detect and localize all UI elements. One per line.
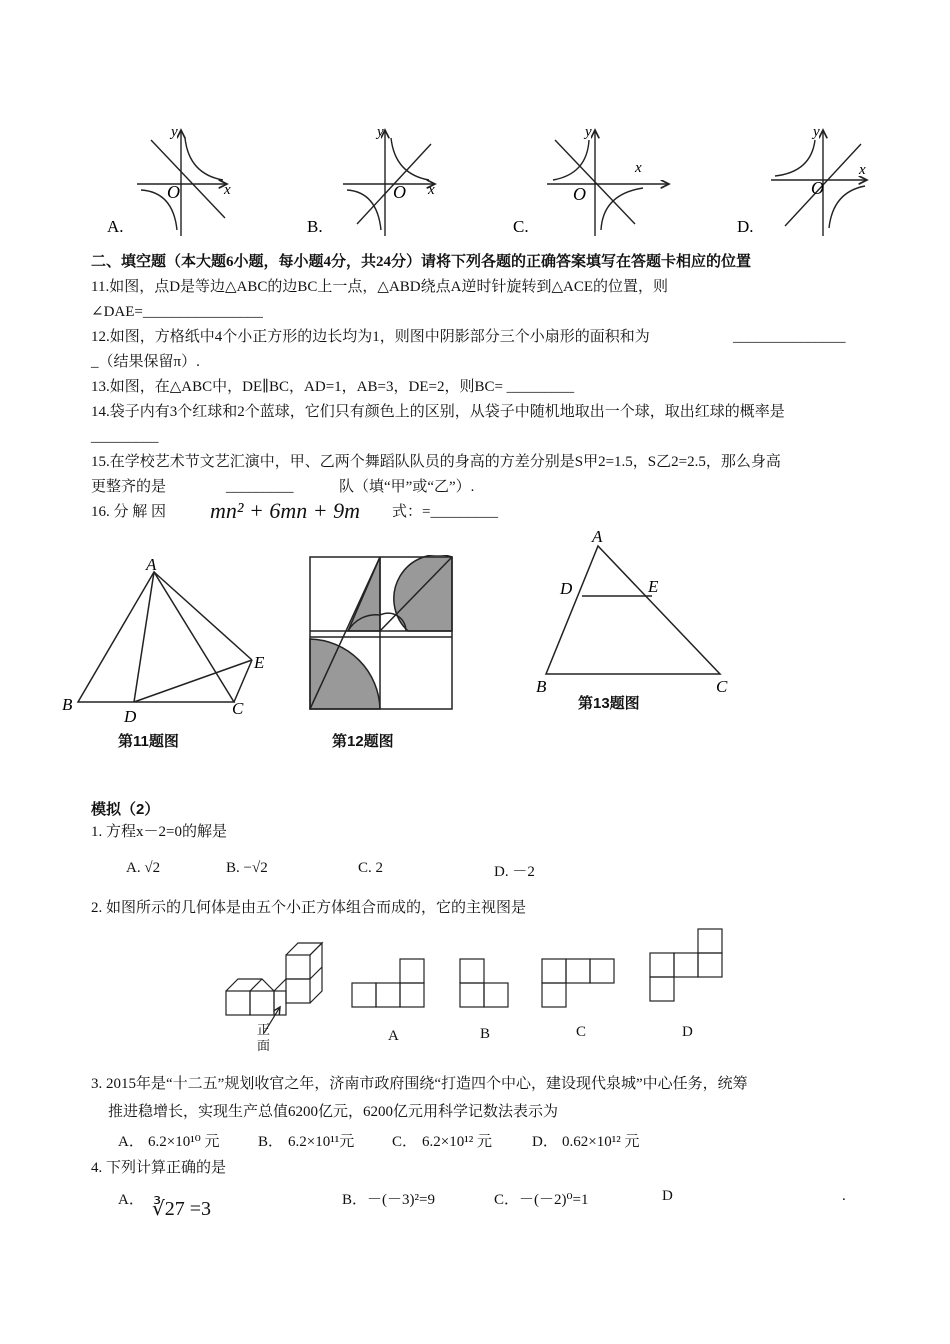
graph-c-origin: O <box>573 184 586 204</box>
q3-option-c-value: 6.2×10¹² 元 <box>422 1134 492 1150</box>
fig11-point-a: A <box>146 556 157 574</box>
q2-option-d: D <box>682 1024 693 1040</box>
q13-text: 13.如图，在△ABC中，DE∥BC，AD=1，AB=3，DE=2，则BC= _________ <box>91 379 575 395</box>
q15-text-3: 队（填“甲”或“乙”）. <box>339 479 475 495</box>
graph-c <box>547 130 669 236</box>
q3-option-a-value: 6.2×10¹⁰ 元 <box>148 1134 220 1150</box>
q2-option-b: B <box>480 1026 491 1042</box>
hyperbola-graphs <box>95 118 885 240</box>
q4-option-d: D <box>662 1188 673 1204</box>
q2-front-label: 正面 <box>257 1022 271 1053</box>
figure-13 <box>530 526 750 696</box>
fig13-point-e: E <box>648 577 659 596</box>
q3-option-b-value: 6.2×10¹¹元 <box>288 1134 355 1150</box>
figure-12 <box>308 555 456 713</box>
q12-blank: _______________ <box>733 329 846 345</box>
graph-c-y: y <box>585 124 592 140</box>
q4-option-a-label: A． <box>118 1192 144 1208</box>
q3-option-a-label: A． <box>118 1134 144 1150</box>
q3-option-d-label: D． <box>532 1134 558 1150</box>
fig13-point-c: C <box>716 677 728 696</box>
q3-option-b-label: B． <box>258 1134 284 1150</box>
q16-expression: mn² + 6mn + 9m <box>210 498 360 523</box>
mock2-q1-option-c: C. 2 <box>358 860 384 876</box>
q12-text-2: _（结果保留π）. <box>91 354 200 370</box>
fig13-point-b: B <box>536 677 547 696</box>
q2-option-c: C <box>576 1024 587 1040</box>
mock2-q1-option-d: D. －2 <box>494 864 535 880</box>
q15-text-2: 更整齐的是 <box>91 479 167 495</box>
q16-text: 16. 分 解 因 <box>91 504 167 520</box>
mock2-title: 模拟（2） <box>91 801 160 818</box>
mock2-q2: 2. 如图所示的几何体是由五个小正方体组合而成的，它的主视图是 <box>91 900 527 916</box>
graph-d-x: x <box>859 162 866 178</box>
graph-d-origin: O <box>811 178 824 198</box>
mock2-q3-line2: 推进稳增长，实现生产总值6200亿元，6200亿元用科学记数法表示为 <box>108 1104 559 1120</box>
fig11-point-e: E <box>254 653 265 672</box>
q4-option-b: B．－(－3)²=9 <box>342 1192 435 1208</box>
q4-option-c: C．－(－2)⁰=1 <box>494 1192 589 1208</box>
graph-a <box>137 130 227 236</box>
q11-text: 11.如图，点D是等边△ABC的边BC上一点，△ABD绕点A逆时针旋转到△ACE的位置，则 <box>91 279 668 295</box>
q14-blank: _________ <box>91 429 159 445</box>
q16-blank: 式：=_________ <box>392 504 498 520</box>
mock2-q1-option-b: B. −√2 <box>226 860 268 876</box>
graph-c-label: C. <box>513 217 529 236</box>
mock2-q3: 3. 2015年是“十二五”规划收官之年，济南市政府围绕“打造四个中心，建设现代泉城”中心任务，统筹 <box>91 1076 748 1092</box>
fig13-point-d: D <box>560 579 573 598</box>
graph-c-x: x <box>635 160 642 176</box>
q2-option-a: A <box>388 1028 399 1044</box>
mock2-q1-option-a: A. √2 <box>126 860 161 876</box>
q15-blank: _________ <box>226 479 294 495</box>
graph-a-x: x <box>224 182 231 198</box>
graph-b-label: B. <box>307 217 323 236</box>
fig13-point-a: A <box>592 527 603 546</box>
q14-text: 14.袋子内有3个红球和2个蓝球，它们只有颜色上的区别，从袋子中随机地取出一个球，取出红球的概率是 <box>91 404 785 420</box>
fig11-point-c: C <box>232 699 244 718</box>
section2-header: 二、填空题（本大题6小题，每小题4分，共24分）请将下列各题的正确答案填写在答题卡相应的位置 <box>91 254 752 270</box>
graph-d-y: y <box>813 124 820 140</box>
graph-d-label: D. <box>737 217 754 236</box>
mock2-q4: 4. 下列计算正确的是 <box>91 1160 227 1176</box>
q4-option-a-expression: ∛27 =3 <box>152 1198 212 1220</box>
q15-text: 15.在学校艺术节文艺汇演中，甲、乙两个舞蹈队队员的身高的方差分别是S甲2=1.5，S乙2=2.5，那么身高 <box>91 454 781 470</box>
fig13-caption: 第13题图 <box>578 695 640 712</box>
q3-option-c-label: C． <box>392 1134 418 1150</box>
graph-b <box>343 130 435 236</box>
graph-b-x: x <box>428 182 435 198</box>
q4-trailing-dot: . <box>842 1188 846 1204</box>
fig11-caption: 第11题图 <box>118 733 179 750</box>
figure-11 <box>58 556 278 726</box>
graph-a-origin: O <box>167 182 180 202</box>
graph-b-origin: O <box>393 182 406 202</box>
graph-b-y: y <box>377 124 384 140</box>
graph-a-y: y <box>171 124 178 140</box>
fig11-point-d: D <box>124 707 137 726</box>
q3-option-d-value: 0.62×10¹² 元 <box>562 1134 640 1150</box>
mock2-q1: 1. 方程x－2=0的解是 <box>91 824 227 840</box>
graph-a-label: A. <box>107 217 124 236</box>
fig12-caption: 第12题图 <box>332 733 394 750</box>
q12-text: 12.如图，方格纸中4个小正方形的边长均为1，则图中阴影部分三个小扇形的面积和为 <box>91 329 650 345</box>
q11-blank: ∠DAE=________________ <box>91 304 263 320</box>
fig11-point-b: B <box>62 695 73 714</box>
